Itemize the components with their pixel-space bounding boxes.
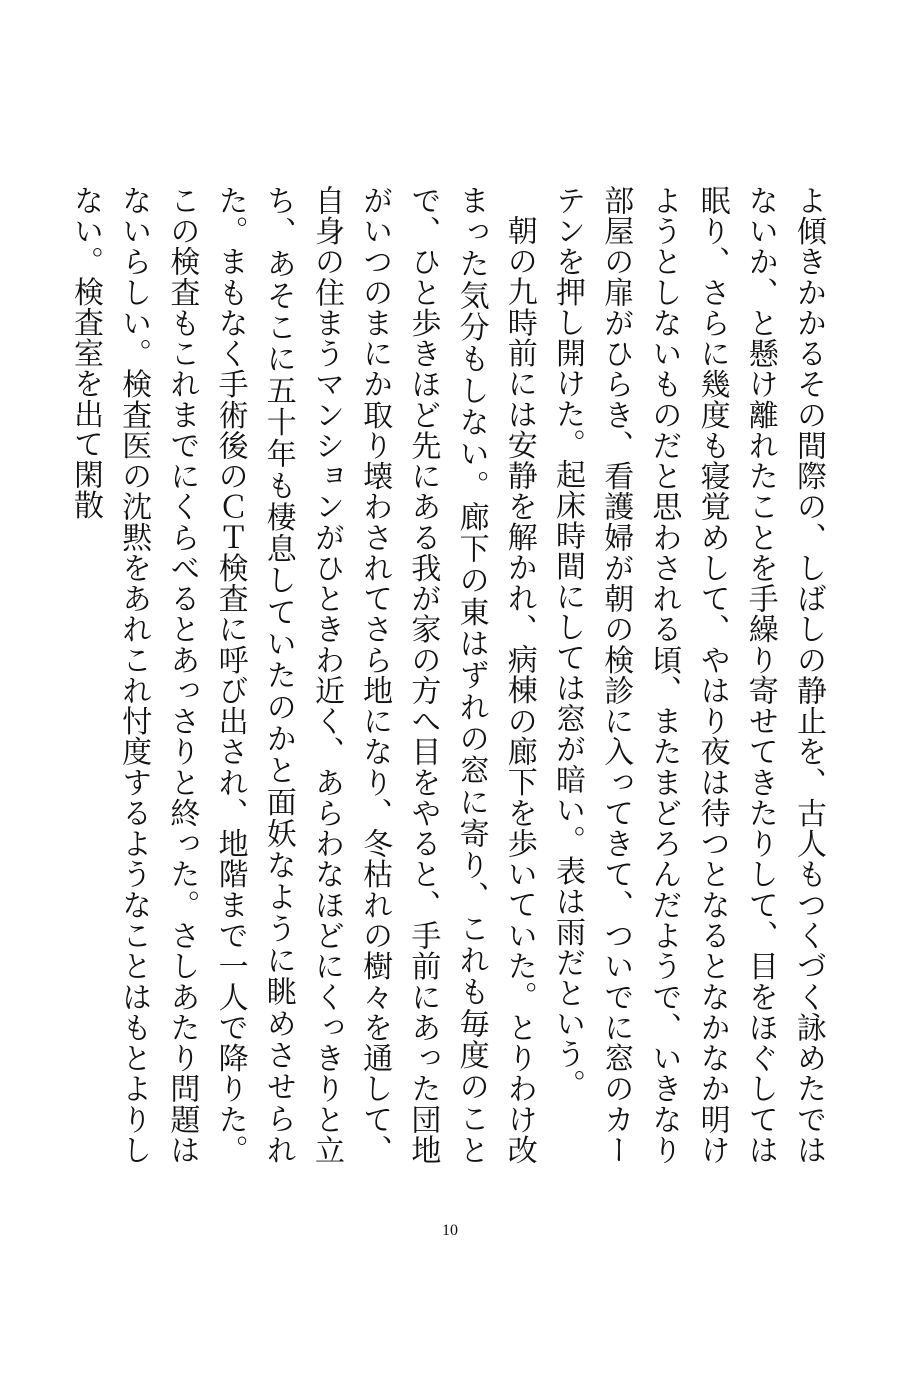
- paragraph-1: よ傾きかかるその間際の、しばしの静止を、古人もつくづく詠めたではないか、と懸け離れたことを手繰り寄せてきたりして、目をほぐしては眠り、さらに幾度も寝覚めして、やはり夜は待つとなるとなかなか明けようとしないものだと思わされる頃、またまどろんだようで、いきなり部屋の扉がひらき、看護婦が朝の検診に入ってきて、ついでに窓のカーテンを押し開けた。起床時間にしては窓が暗い。表は雨だという。: [549, 185, 826, 1165]
- paragraph-2: 朝の九時前には安静を解かれ、病棟の廊下を歩いていた。とりわけ改まった気分もしない。廊下の東はずれの窓に寄り、これも毎度のことで、ひと歩きほど先にある我が家の方へ目をやると、手前にあった団地がいつのまにか取り壊わされてさら地になり、冬枯れの樹々を通して、自身の住まうマンションがひときわ近く、あらわなほどにくっきりと立ち、あそこに五十年も棲息していたのかと面妖なように眺めさせられた。まもなく手術後のＣＴ検査に呼び出され、地階まで一人で降りた。この検査もこれまでにくらべるとあっさりと終った。さしあたり問題はないらしい。検査医の沈黙をあれこれ忖度するようなことはもとよりしない。検査室を出て閑散: [67, 185, 537, 1165]
- body-text: [62, 185, 832, 1165]
- page-number: 10: [442, 1222, 458, 1239]
